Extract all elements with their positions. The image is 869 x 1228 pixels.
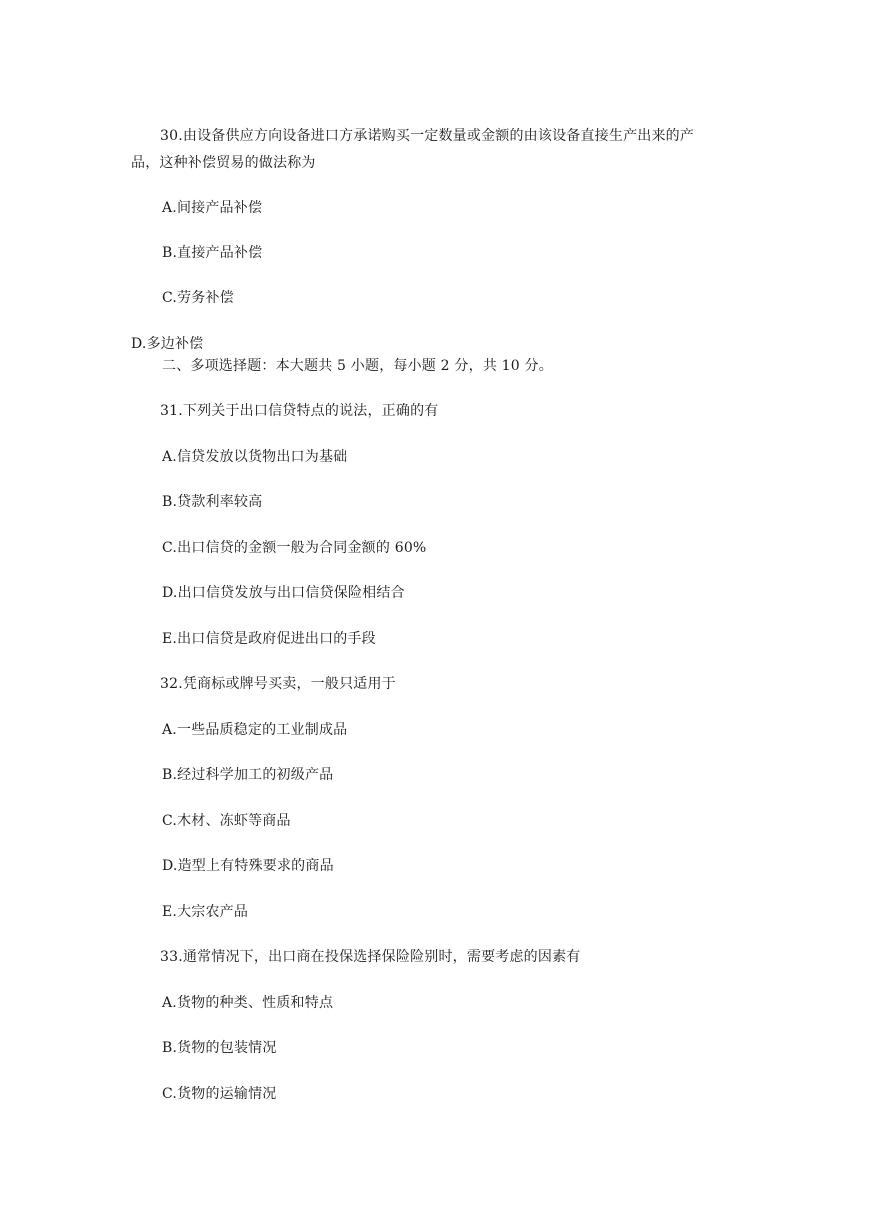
question-30-stem-line1: 30.由设备供应方向设备进口方承诺购买一定数量或金额的由该设备直接生产出来的产 (160, 128, 695, 144)
question-32-option-b: B.经过科学加工的初级产品 (162, 767, 334, 783)
question-31-option-c: C.出口信贷的金额一般为合同金额的 60% (162, 540, 427, 556)
question-32-option-d: D.造型上有特殊要求的商品 (162, 858, 334, 874)
question-31-option-e: E.出口信贷是政府促进出口的手段 (162, 631, 376, 647)
question-31-option-b: B.贷款利率较高 (162, 494, 263, 510)
question-32-option-c: C.木材、冻虾等商品 (162, 813, 291, 829)
question-31-option-d: D.出口信贷发放与出口信贷保险相结合 (162, 585, 405, 601)
question-32-stem: 32.凭商标或牌号买卖，一般只适用于 (160, 676, 396, 692)
section-heading-multiple-choice: 二、多项选择题：本大题共 5 小题，每小题 2 分，共 10 分。 (162, 358, 553, 374)
question-33-stem: 33.通常情况下，出口商在投保选择保险险别时，需要考虑的因素有 (160, 949, 581, 965)
question-31-stem: 31.下列关于出口信贷特点的说法，正确的有 (160, 403, 439, 419)
question-30-stem-line2: 品，这种补偿贸易的做法称为 (131, 155, 316, 171)
question-30-option-a: A.间接产品补偿 (162, 200, 263, 216)
question-33-option-c: C.货物的运输情况 (162, 1086, 277, 1102)
question-30-option-c: C.劳务补偿 (162, 290, 234, 306)
question-30-option-b: B.直接产品补偿 (162, 245, 263, 261)
question-33-option-b: B.货物的包装情况 (162, 1040, 277, 1056)
question-32-option-a: A.一些品质稳定的工业制成品 (162, 722, 348, 738)
question-31-option-a: A.信贷发放以货物出口为基础 (162, 449, 348, 465)
question-30-option-d: D.多边补偿 (131, 336, 204, 352)
question-33-option-a: A.货物的种类、性质和特点 (162, 995, 334, 1011)
question-32-option-e: E.大宗农产品 (162, 904, 249, 920)
